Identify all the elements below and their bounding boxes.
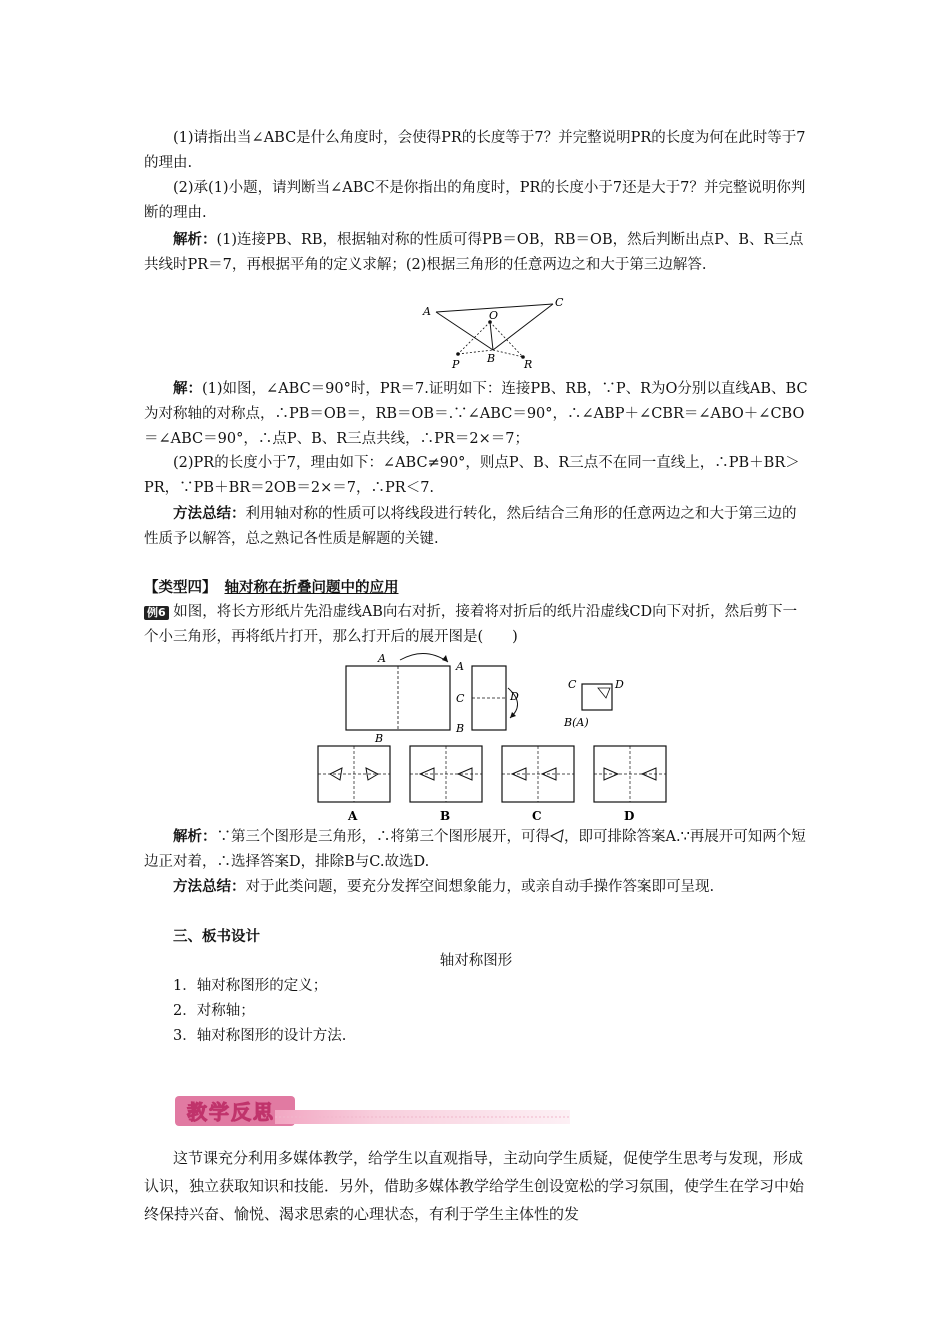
solution-label: 解： — [173, 380, 202, 397]
option-b-figure — [410, 746, 482, 823]
fig1-label-a: A — [423, 305, 431, 318]
solution-part-1-text: (1)如图，∠ABC＝90°时，PR＝7.证明如下：连接PB、RB，∵P、R为O分别以直线AB、BC为对称轴的对称点，∴PB＝OB＝，RB＝OB＝.∵∠ABC＝90°，∴∠ABP＋∠CBR＝∠ABO＋∠CBO＝∠ABC＝90°，∴点P、B、R三点共线，∴PR＝2×＝7； — [144, 381, 808, 447]
solution-part-2: (2)PR的长度小于7，理由如下：∠ABC≠90°，则点P、B、R三点不在同一直线上，∴PB＋BR＞PR，∵PB＋BR＝2OB＝2×＝7，∴PR＜7. — [144, 455, 800, 496]
category-title: 轴对称在折叠问题中的应用 — [224, 579, 399, 596]
question-1: (1)请指出当∠ABC是什么角度时，会使得PR的长度等于7？并完整说明PR的长度为何在此时等于7的理由. — [144, 130, 806, 171]
analysis-2-text-b: ，即可排除答案A.∵再展开可知两个短边正对着，∴选择答案D，排除B与C.故选D. — [144, 829, 806, 870]
method-1-text: 利用轴对称的性质可以将线段进行转化，然后结合三角形的任意两边之和大于第三边的性质予以解答，总之熟记各性质是解题的关键. — [144, 506, 797, 547]
board-title: 轴对称图形 — [439, 953, 513, 969]
option-c-figure — [502, 746, 574, 823]
option-d-figure — [594, 746, 666, 823]
example-6 — [144, 600, 808, 650]
method-2-label: 方法总结： — [173, 878, 246, 895]
method-1-label: 方法总结： — [173, 505, 246, 522]
category-heading — [144, 575, 808, 601]
fig2-label-c2: C — [456, 692, 465, 705]
option-a-label: A — [348, 809, 358, 823]
board-item-1: 1．轴对称图形的定义； — [173, 978, 328, 994]
fig1-label-b: B — [487, 352, 496, 365]
method-2-text: 对于此类问题，要充分发挥空间想象能力，或亲自动手操作答案即可呈现. — [245, 879, 715, 895]
fig2-label-b2: B — [456, 722, 465, 735]
reflection-banner — [175, 1092, 570, 1128]
figure-triangle-reflection — [418, 292, 568, 374]
section-3-heading: 三、板书设计 — [173, 928, 260, 945]
fig2-label-d3: D — [615, 678, 624, 691]
fig2-label-a1: A — [378, 652, 386, 665]
method-summary-1 — [144, 501, 808, 552]
analysis-1-label: 解析： — [173, 231, 217, 248]
method-summary-2 — [144, 874, 808, 900]
option-d-label: D — [624, 809, 635, 823]
figure-folding-steps — [340, 648, 660, 744]
fig2-label-c3: C — [568, 678, 577, 691]
fig2-label-b1: B — [375, 732, 384, 744]
board-item-2: 2．对称轴； — [173, 1003, 255, 1019]
option-c-label: C — [532, 809, 542, 823]
board-item-3: 3．轴对称图形的设计方法. — [173, 1028, 347, 1044]
figure-answer-options — [314, 744, 674, 826]
option-a-figure — [318, 746, 390, 823]
analysis-2 — [144, 824, 808, 875]
example-badge: 例6 — [144, 606, 169, 620]
solution-part-1 — [144, 376, 808, 452]
reflection-text: 这节课充分利用多媒体教学，给学生以直观指导，主动向学生质疑，促使学生思考与发现，形成认识，独立获取知识和技能．另外，借助多媒体教学给学生创设宽松的学习氛围，使学生在学习中始终保持兴奋、愉悦、渴求思索的心理状态，有利于学生主体性的发 — [144, 1149, 805, 1223]
reflection-title: 教学反思 — [187, 1100, 275, 1124]
fig1-label-p: P — [452, 358, 460, 371]
analysis-2-text-a: ∵第三个图形是三角形，∴将第三个图形展开，可得 — [216, 829, 550, 845]
category-label: 【类型四】 — [144, 579, 217, 596]
fig2-label-ba3: B(A) — [564, 716, 589, 729]
triangle-unfold-icon — [550, 829, 564, 843]
fig1-label-r: R — [524, 358, 533, 371]
fig2-label-a2: A — [456, 660, 464, 673]
fig1-label-o: O — [489, 309, 499, 322]
analysis-1 — [144, 227, 808, 278]
example-text: 如图，将长方形纸片先沿虚线AB向右对折，接着将对折后的纸片沿虚线CD向下对折，然后剪下一个小三角形，再将纸片打开，那么打开后的展开图是( ) — [144, 604, 798, 645]
analysis-1-text: (1)连接PB、RB，根据轴对称的性质可得PB＝OB，RB＝OB，然后判断出点P、B、R三点共线时PR＝7，再根据平角的定义求解；(2)根据三角形的任意两边之和大于第三边解答. — [144, 232, 804, 273]
analysis-2-label: 解析： — [173, 828, 217, 845]
fig2-label-d2: D — [510, 690, 519, 703]
option-b-label: B — [440, 809, 451, 823]
question-2: (2)承(1)小题，请判断当∠ABC不是你指出的角度时，PR的长度小于7还是大于7？并完整说明你判断的理由. — [144, 180, 806, 221]
fig1-label-c: C — [555, 296, 564, 309]
